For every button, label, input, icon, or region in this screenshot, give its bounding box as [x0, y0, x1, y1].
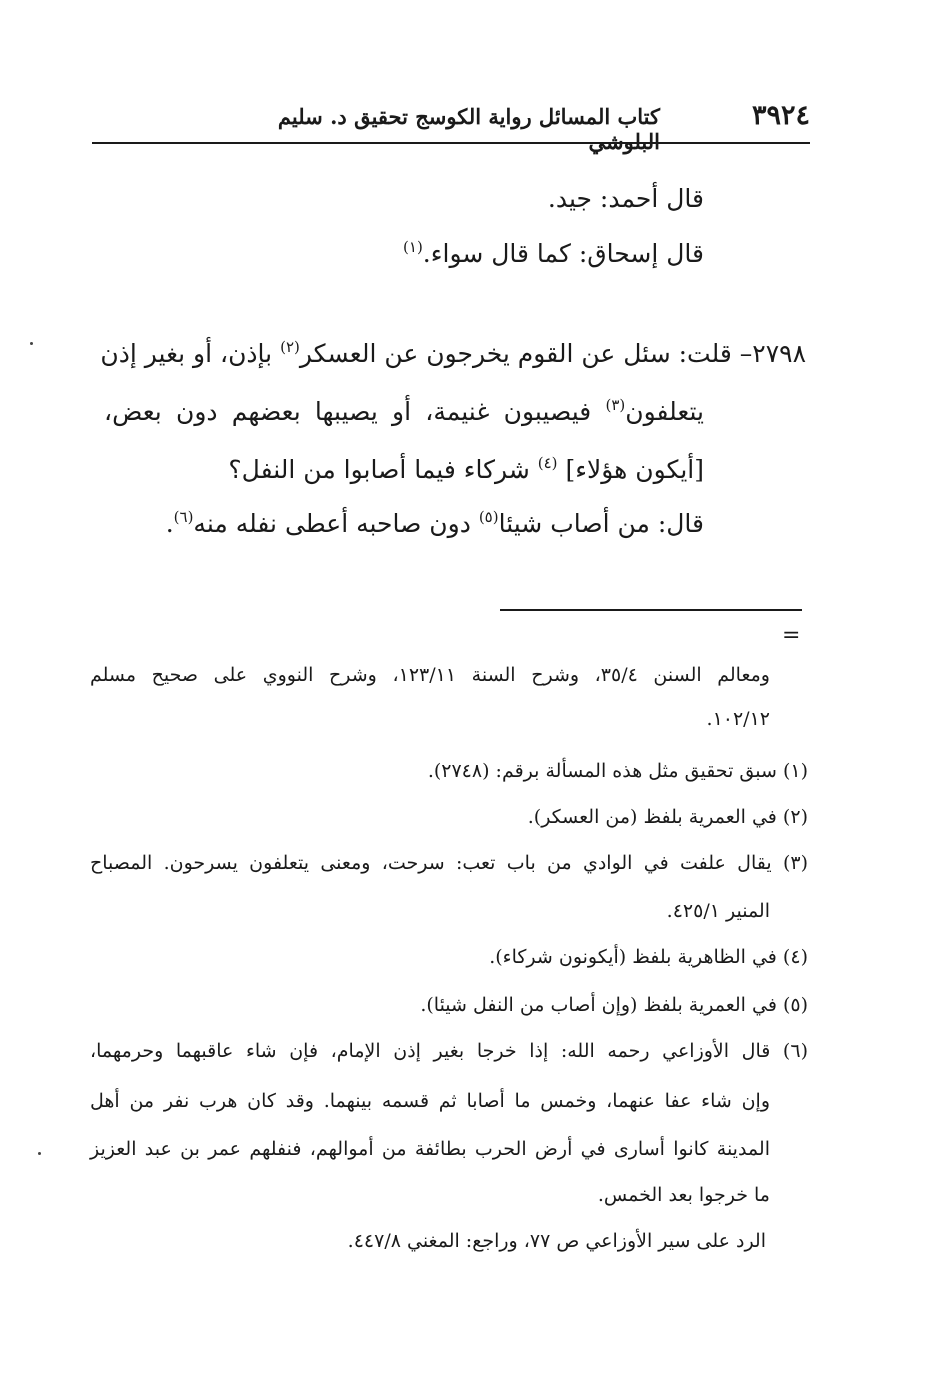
issue-text-b: بإذن، أو بغير إذن [100, 339, 281, 368]
footnote-ref-2: (٢) [280, 338, 300, 356]
issue-text-c: يتعلفون [625, 397, 704, 426]
footnote-continued-line-1: ومعالم السنن ٣٥/٤، وشرح السنة ١٢٣/١١، وشرح النووي على صحيح مسلم [90, 664, 770, 686]
ishaq-text: قال إسحاق: كما قال سواء. [422, 239, 704, 268]
footnote-4: (٤) في الظاهرية بلفظ (أيكونون شركاء). [489, 946, 808, 968]
footnote-ref-6: (٦) [173, 508, 194, 526]
continuation-mark: = [782, 623, 801, 648]
footnote-6-source: الرد على سير الأوزاعي ص ٧٧، وراجع: المغني ٤٤٧/٨. [347, 1230, 766, 1252]
footnote-3-line-1: (٣) يقال علفت في الوادي من باب تعب: سرحت، ومعنى يتعلفون يسرحون. المصباح [90, 852, 808, 874]
issue-text-d: فيصيبون غنيمة، أو يصيبها بعضهم دون بعض، [104, 397, 606, 426]
answer-text-b: دون صاحبه أعطى نفله منه [193, 509, 479, 538]
issue-text-a: قلت: سئل عن القوم يخرجون عن العسكر [299, 339, 732, 368]
body-line-ahmad: قال أحمد: جيد. [547, 184, 704, 213]
body-line-ishaq [403, 238, 704, 268]
issue-line-2 [104, 396, 704, 426]
footnote-ref-4: (٤) [537, 454, 558, 472]
issue-text-f: شركاء فيما أصابوا من النفل؟ [228, 455, 538, 484]
answer-text-a: قال: من أصاب شيئا [498, 509, 704, 538]
issue-line-3 [228, 454, 704, 484]
footnote-6-line-4: ما خرجوا بعد الخمس. [597, 1184, 770, 1206]
footnote-continued-line-2: ١٠٢/١٢. [706, 708, 770, 730]
footnote-1: (١) سبق تحقيق مثل هذه المسألة برقم: (٢٧٤٨). [427, 760, 808, 782]
footnote-separator [500, 609, 802, 611]
answer-text-c: . [165, 509, 174, 538]
footnote-2: (٢) في العمرية بلفظ (من العسكر). [527, 806, 808, 828]
footnote-5: (٥) في العمرية بلفظ (وإن أصاب من النفل شيئا). [420, 994, 808, 1016]
scan-speck [38, 1152, 41, 1155]
issue-text-e: [أيكون هؤلاء] [557, 455, 704, 484]
footnote-ref-5: (٥) [478, 508, 499, 526]
footnote-3-line-2: المنير ٤٢٥/١. [666, 900, 770, 922]
issue-answer-line [166, 508, 704, 538]
running-header-title: كتاب المسائل رواية الكوسج تحقيق د. سليم البلوشي [277, 104, 660, 154]
footnote-6-line-2: وإن شاء عفا عنهما، وخمس ما أصابا ثم قسمه بينهما. وقد كان هرب نفر من أهل [90, 1090, 770, 1112]
page-number: ٣٩٢٤ [751, 100, 810, 131]
footnote-ref-3: (٣) [605, 396, 626, 414]
scan-speck [30, 342, 33, 345]
footnote-6-line-1: (٦) قال الأوزاعي رحمه الله: إذا خرجا بغير إذن الإمام، فإن شاء عاقبهما وحرمهما، [90, 1040, 808, 1062]
issue-number: ٢٧٩٨– [731, 339, 806, 368]
header-rule [92, 142, 810, 144]
issue-line-1 [100, 338, 806, 368]
footnote-6-line-3: المدينة كانوا أسارى في أرض الحرب بطائفة من أموالهم، فنفلهم عمر بن عبد العزيز [90, 1138, 770, 1160]
footnote-ref-1: (١) [403, 238, 423, 256]
